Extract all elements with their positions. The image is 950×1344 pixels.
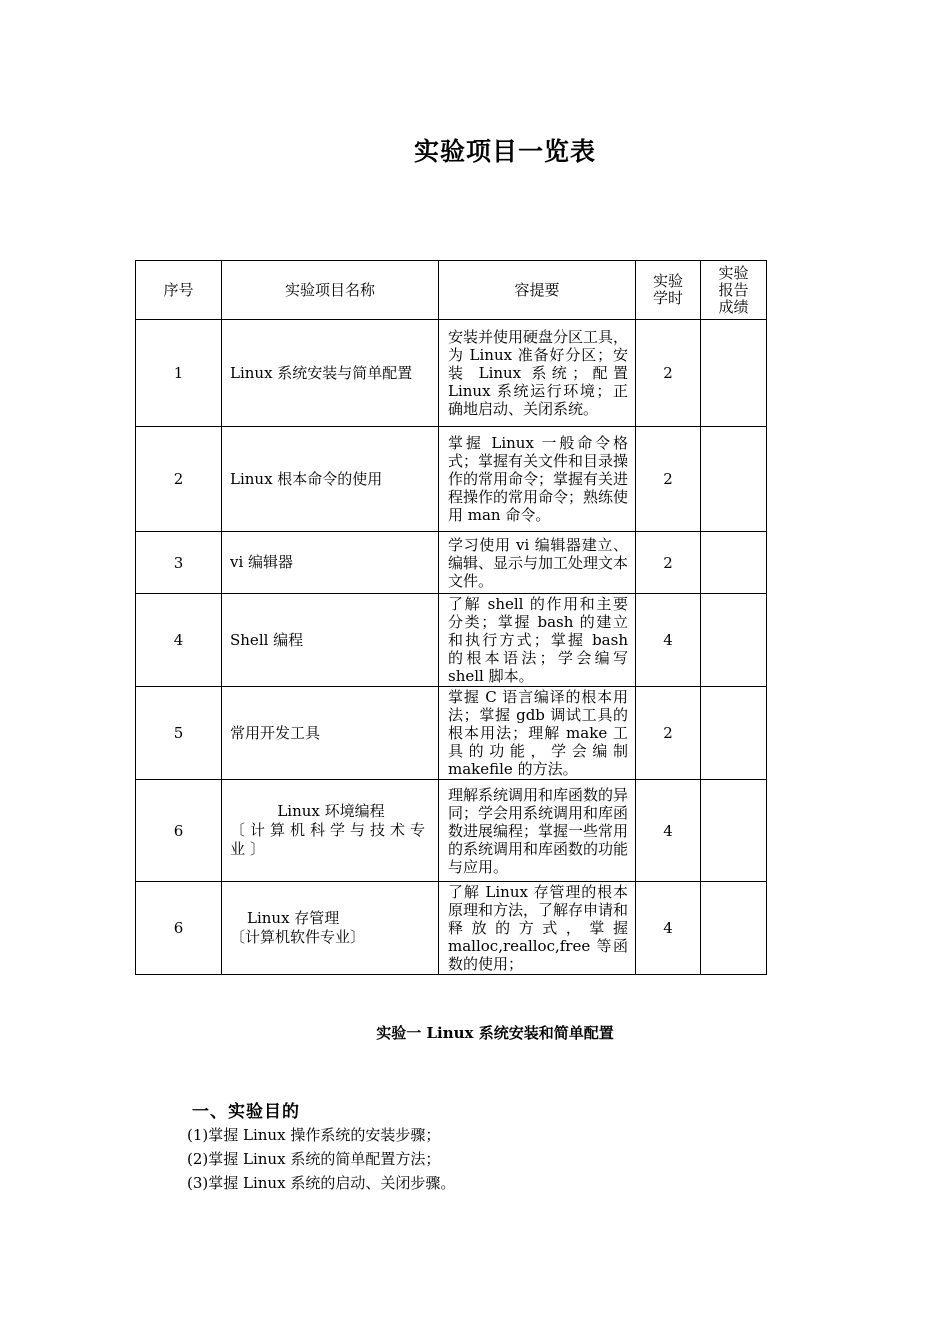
row-grade xyxy=(701,882,767,975)
row-num: 2 xyxy=(136,427,222,532)
header-hours-line2: 学时 xyxy=(652,289,683,307)
row-desc: 了解 shell 的作用和主要分类；掌握 bash 的建立和执行方式；掌握 bash 的根本语法；学会编写 shell 脚本。 xyxy=(439,594,636,687)
row-hours: 2 xyxy=(636,320,701,427)
header-grade-line3: 成绩 xyxy=(718,297,749,316)
row-grade xyxy=(701,594,767,687)
header-name: 实验项目名称 xyxy=(222,261,439,320)
row-grade xyxy=(701,532,767,594)
row-name-sub: 〔计算机软件专业〕 xyxy=(230,928,366,946)
row-name xyxy=(222,780,439,882)
header-grade-line1: 实验 xyxy=(718,263,749,282)
row-num: 1 xyxy=(136,320,222,427)
header-grade-line2: 报告 xyxy=(718,280,749,299)
row-grade xyxy=(701,687,767,780)
experiment-title: 实验一 Linux 系统安装和简单配置 xyxy=(376,1024,614,1042)
row-desc: 理解系统调用和库函数的异同；学会用系统调用和库函数进展编程；掌握一些常用的系统调用和库函数的功能与应用。 xyxy=(439,780,636,882)
row-hours: 2 xyxy=(636,532,701,594)
row-name: Linux 系统安装与简单配置 xyxy=(222,320,439,427)
row-num: 6 xyxy=(136,882,222,975)
table-row xyxy=(136,594,767,687)
table-row xyxy=(136,532,767,594)
row-num: 3 xyxy=(136,532,222,594)
row-hours: 4 xyxy=(636,882,701,975)
row-grade xyxy=(701,320,767,427)
experiment-table xyxy=(135,260,767,975)
row-desc: 掌握 C 语言编译的根本用法；掌握 gdb 调试工具的根本用法；理解 make 工具的功能，学会编制 makefile 的方法。 xyxy=(439,687,636,780)
table-header-row xyxy=(136,261,767,320)
row-name-main: Linux 环境编程 xyxy=(277,802,385,820)
row-num: 5 xyxy=(136,687,222,780)
table-row xyxy=(136,882,767,975)
header-grade xyxy=(701,261,767,320)
table-row xyxy=(136,687,767,780)
header-hours xyxy=(636,261,701,320)
section-heading: 一、实验目的 xyxy=(192,1102,300,1122)
row-num: 4 xyxy=(136,594,222,687)
row-name: Linux 根本命令的使用 xyxy=(222,427,439,532)
row-grade xyxy=(701,427,767,532)
row-desc: 掌握 Linux 一般命令格式；掌握有关文件和目录操作的常用命令；掌握有关进程操作的常用命令；熟练使用 man 命令。 xyxy=(439,427,636,532)
row-name: 常用开发工具 xyxy=(222,687,439,780)
objective-item: (1)掌握 Linux 操作系统的安装步骤； xyxy=(187,1126,441,1144)
row-name-main: Linux 存管理 xyxy=(247,909,340,927)
header-desc: 容提要 xyxy=(439,261,636,320)
row-desc: 安装并使用硬盘分区工具，为 Linux 准备好分区；安装 Linux 系统；配置 Linux 系统运行环境；正确地启动、关闭系统。 xyxy=(439,320,636,427)
row-desc: 学习使用 vi 编辑器建立、编辑、显示与加工处理文本文件。 xyxy=(439,532,636,594)
row-hours: 2 xyxy=(636,687,701,780)
page-title: 实验项目一览表 xyxy=(413,137,596,166)
header-hours-line1: 实验 xyxy=(652,272,683,290)
row-name-sub: 〔计算机科学与技术专业〕 xyxy=(230,821,431,858)
row-desc: 了解 Linux 存管理的根本原理和方法，了解存申请和释放的方式，掌握 malloc,realloc,free 等函数的使用； xyxy=(439,882,636,975)
row-hours: 4 xyxy=(636,594,701,687)
table-row xyxy=(136,320,767,427)
row-num: 6 xyxy=(136,780,222,882)
table-row xyxy=(136,780,767,882)
table-row xyxy=(136,427,767,532)
row-name xyxy=(222,882,439,975)
row-name: Shell 编程 xyxy=(222,594,439,687)
objective-item: (3)掌握 Linux 系统的启动、关闭步骤。 xyxy=(187,1174,456,1192)
row-hours: 2 xyxy=(636,427,701,532)
row-name: vi 编辑器 xyxy=(222,532,439,594)
row-hours: 4 xyxy=(636,780,701,882)
objective-item: (2)掌握 Linux 系统的简单配置方法； xyxy=(187,1150,441,1168)
header-num: 序号 xyxy=(136,261,222,320)
row-grade xyxy=(701,780,767,882)
